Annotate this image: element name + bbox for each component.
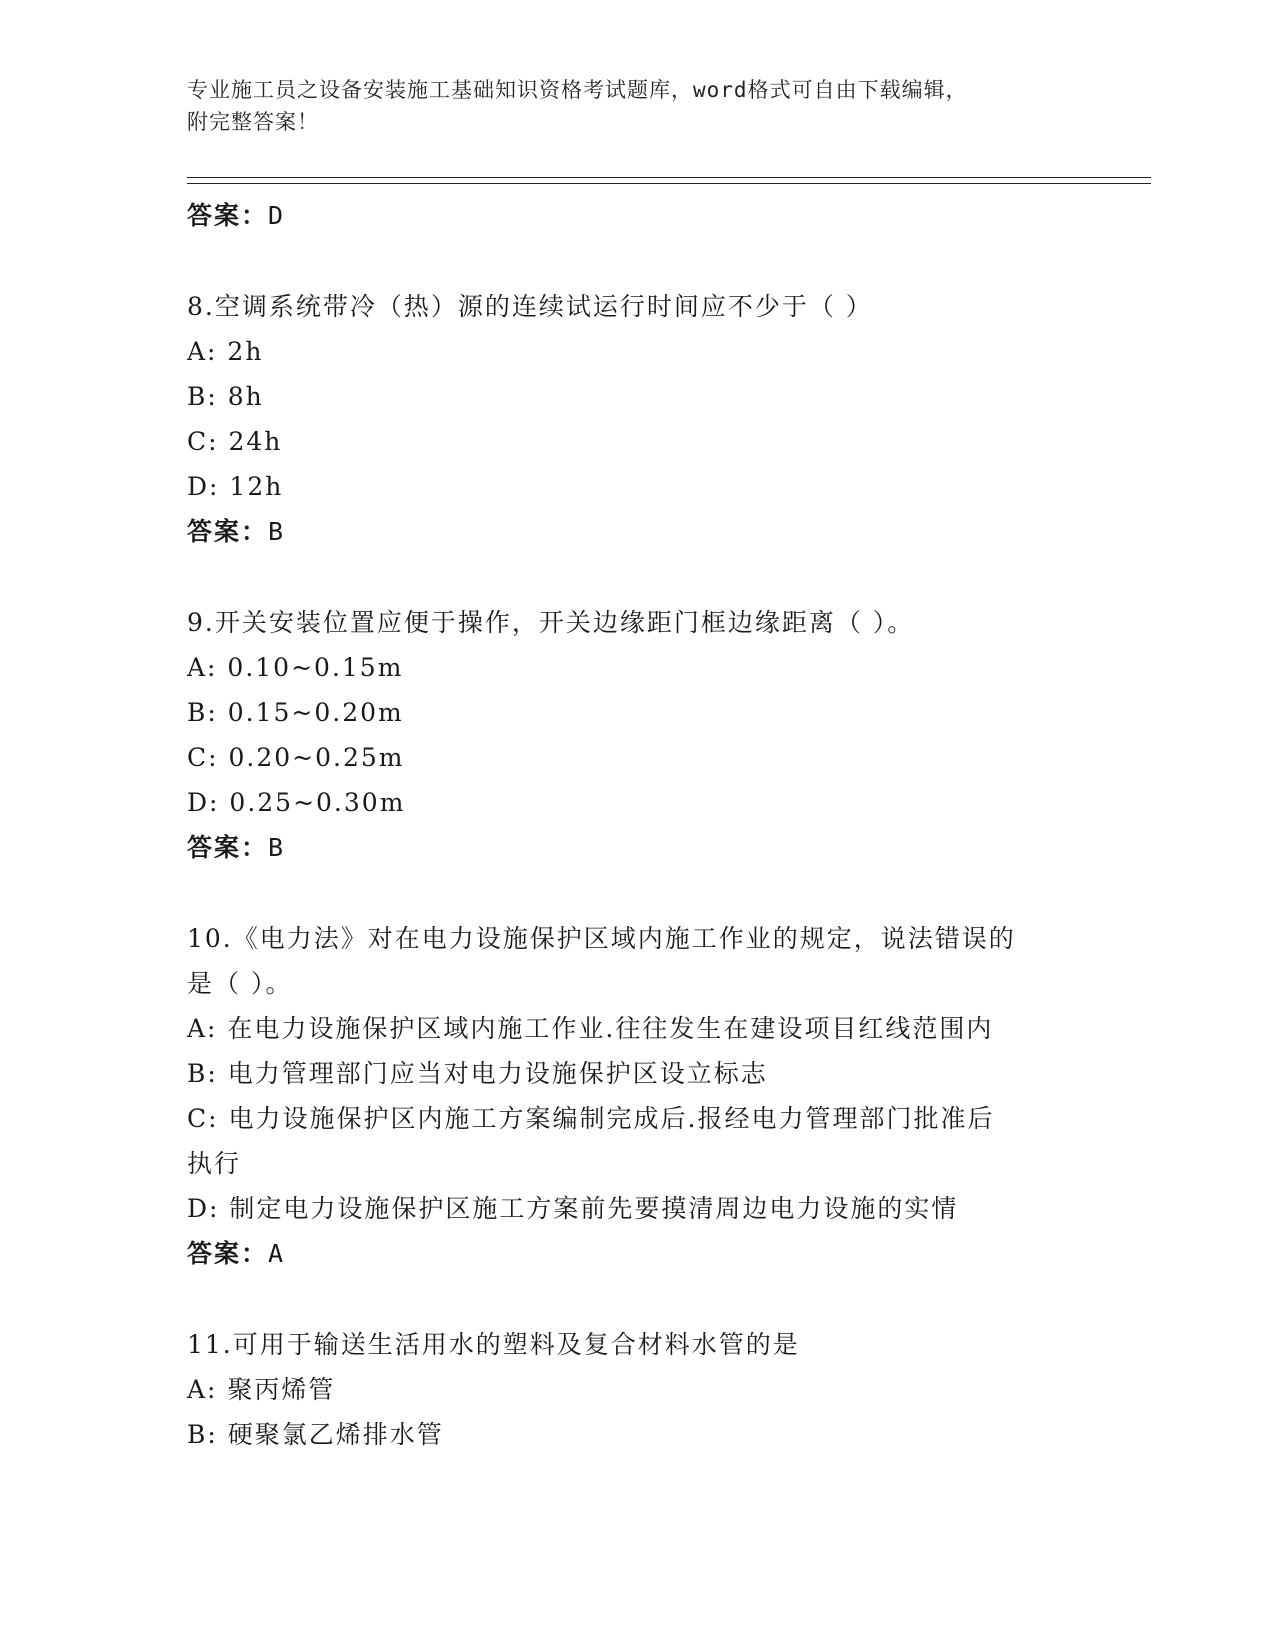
answer-label: 答案： — [187, 517, 269, 546]
answer-line — [187, 193, 1087, 238]
question-9 — [187, 600, 1087, 870]
option-a: A: 聚丙烯管 — [187, 1375, 336, 1404]
question-stem: 9.开关安装位置应便于操作，开关边缘距门框边缘距离（ ）。 — [187, 608, 915, 637]
answer-line — [187, 509, 1087, 554]
question-stem-line-2: 是（ ）。 — [187, 969, 293, 998]
question-stem: 8.空调系统带冷（热）源的连续试运行时间应不少于（ ） — [187, 292, 873, 321]
option-d: D: 0.25~0.30m — [187, 788, 406, 817]
option-b: B: 8h — [187, 382, 264, 411]
answer-value: D — [268, 201, 286, 230]
question-stem: 11.可用于输送生活用水的塑料及复合材料水管的是 — [187, 1330, 800, 1359]
answer-label: 答案： — [187, 201, 269, 230]
option-a: A: 0.10~0.15m — [187, 653, 404, 682]
option-c: C: 0.20~0.25m — [187, 743, 405, 772]
document-header — [187, 74, 1067, 138]
option-c-line-1: C: 电力设施保护区内施工方案编制完成后.报经电力管理部门批准后 — [187, 1104, 995, 1133]
answer-line — [187, 825, 1087, 870]
answer-value: B — [268, 833, 286, 862]
option-d: D: 12h — [187, 472, 284, 501]
option-b: B: 0.15~0.20m — [187, 698, 404, 727]
question-10 — [187, 916, 1087, 1276]
option-b: B: 电力管理部门应当对电力设施保护区设立标志 — [187, 1059, 768, 1088]
option-a: A: 在电力设施保护区域内施工作业.往往发生在建设项目红线范围内 — [187, 1014, 994, 1043]
header-line-2: 附完整答案！ — [187, 110, 319, 134]
answer-label: 答案： — [187, 833, 269, 862]
option-d: D: 制定电力设施保护区施工方案前先要摸清周边电力设施的实情 — [187, 1194, 959, 1223]
answer-label: 答案： — [187, 1239, 269, 1268]
answer-value: B — [268, 517, 286, 546]
question-stem-line-1: 10.《电力法》对在电力设施保护区域内施工作业的规定，说法错误的 — [187, 924, 1016, 953]
option-c-line-2: 执行 — [187, 1149, 242, 1178]
header-line-1: 专业施工员之设备安装施工基础知识资格考试题库，word格式可自由下载编辑， — [187, 78, 968, 102]
question-list — [187, 193, 1087, 1457]
option-c: C: 24h — [187, 427, 283, 456]
answer-line — [187, 1231, 1087, 1276]
option-b: B: 硬聚氯乙烯排水管 — [187, 1420, 444, 1449]
question-11 — [187, 1322, 1087, 1457]
header-divider-top — [187, 177, 1151, 178]
question-8 — [187, 284, 1087, 554]
header-divider-bottom — [187, 183, 1151, 184]
answer-value: A — [268, 1239, 286, 1268]
option-a: A: 2h — [187, 337, 264, 366]
